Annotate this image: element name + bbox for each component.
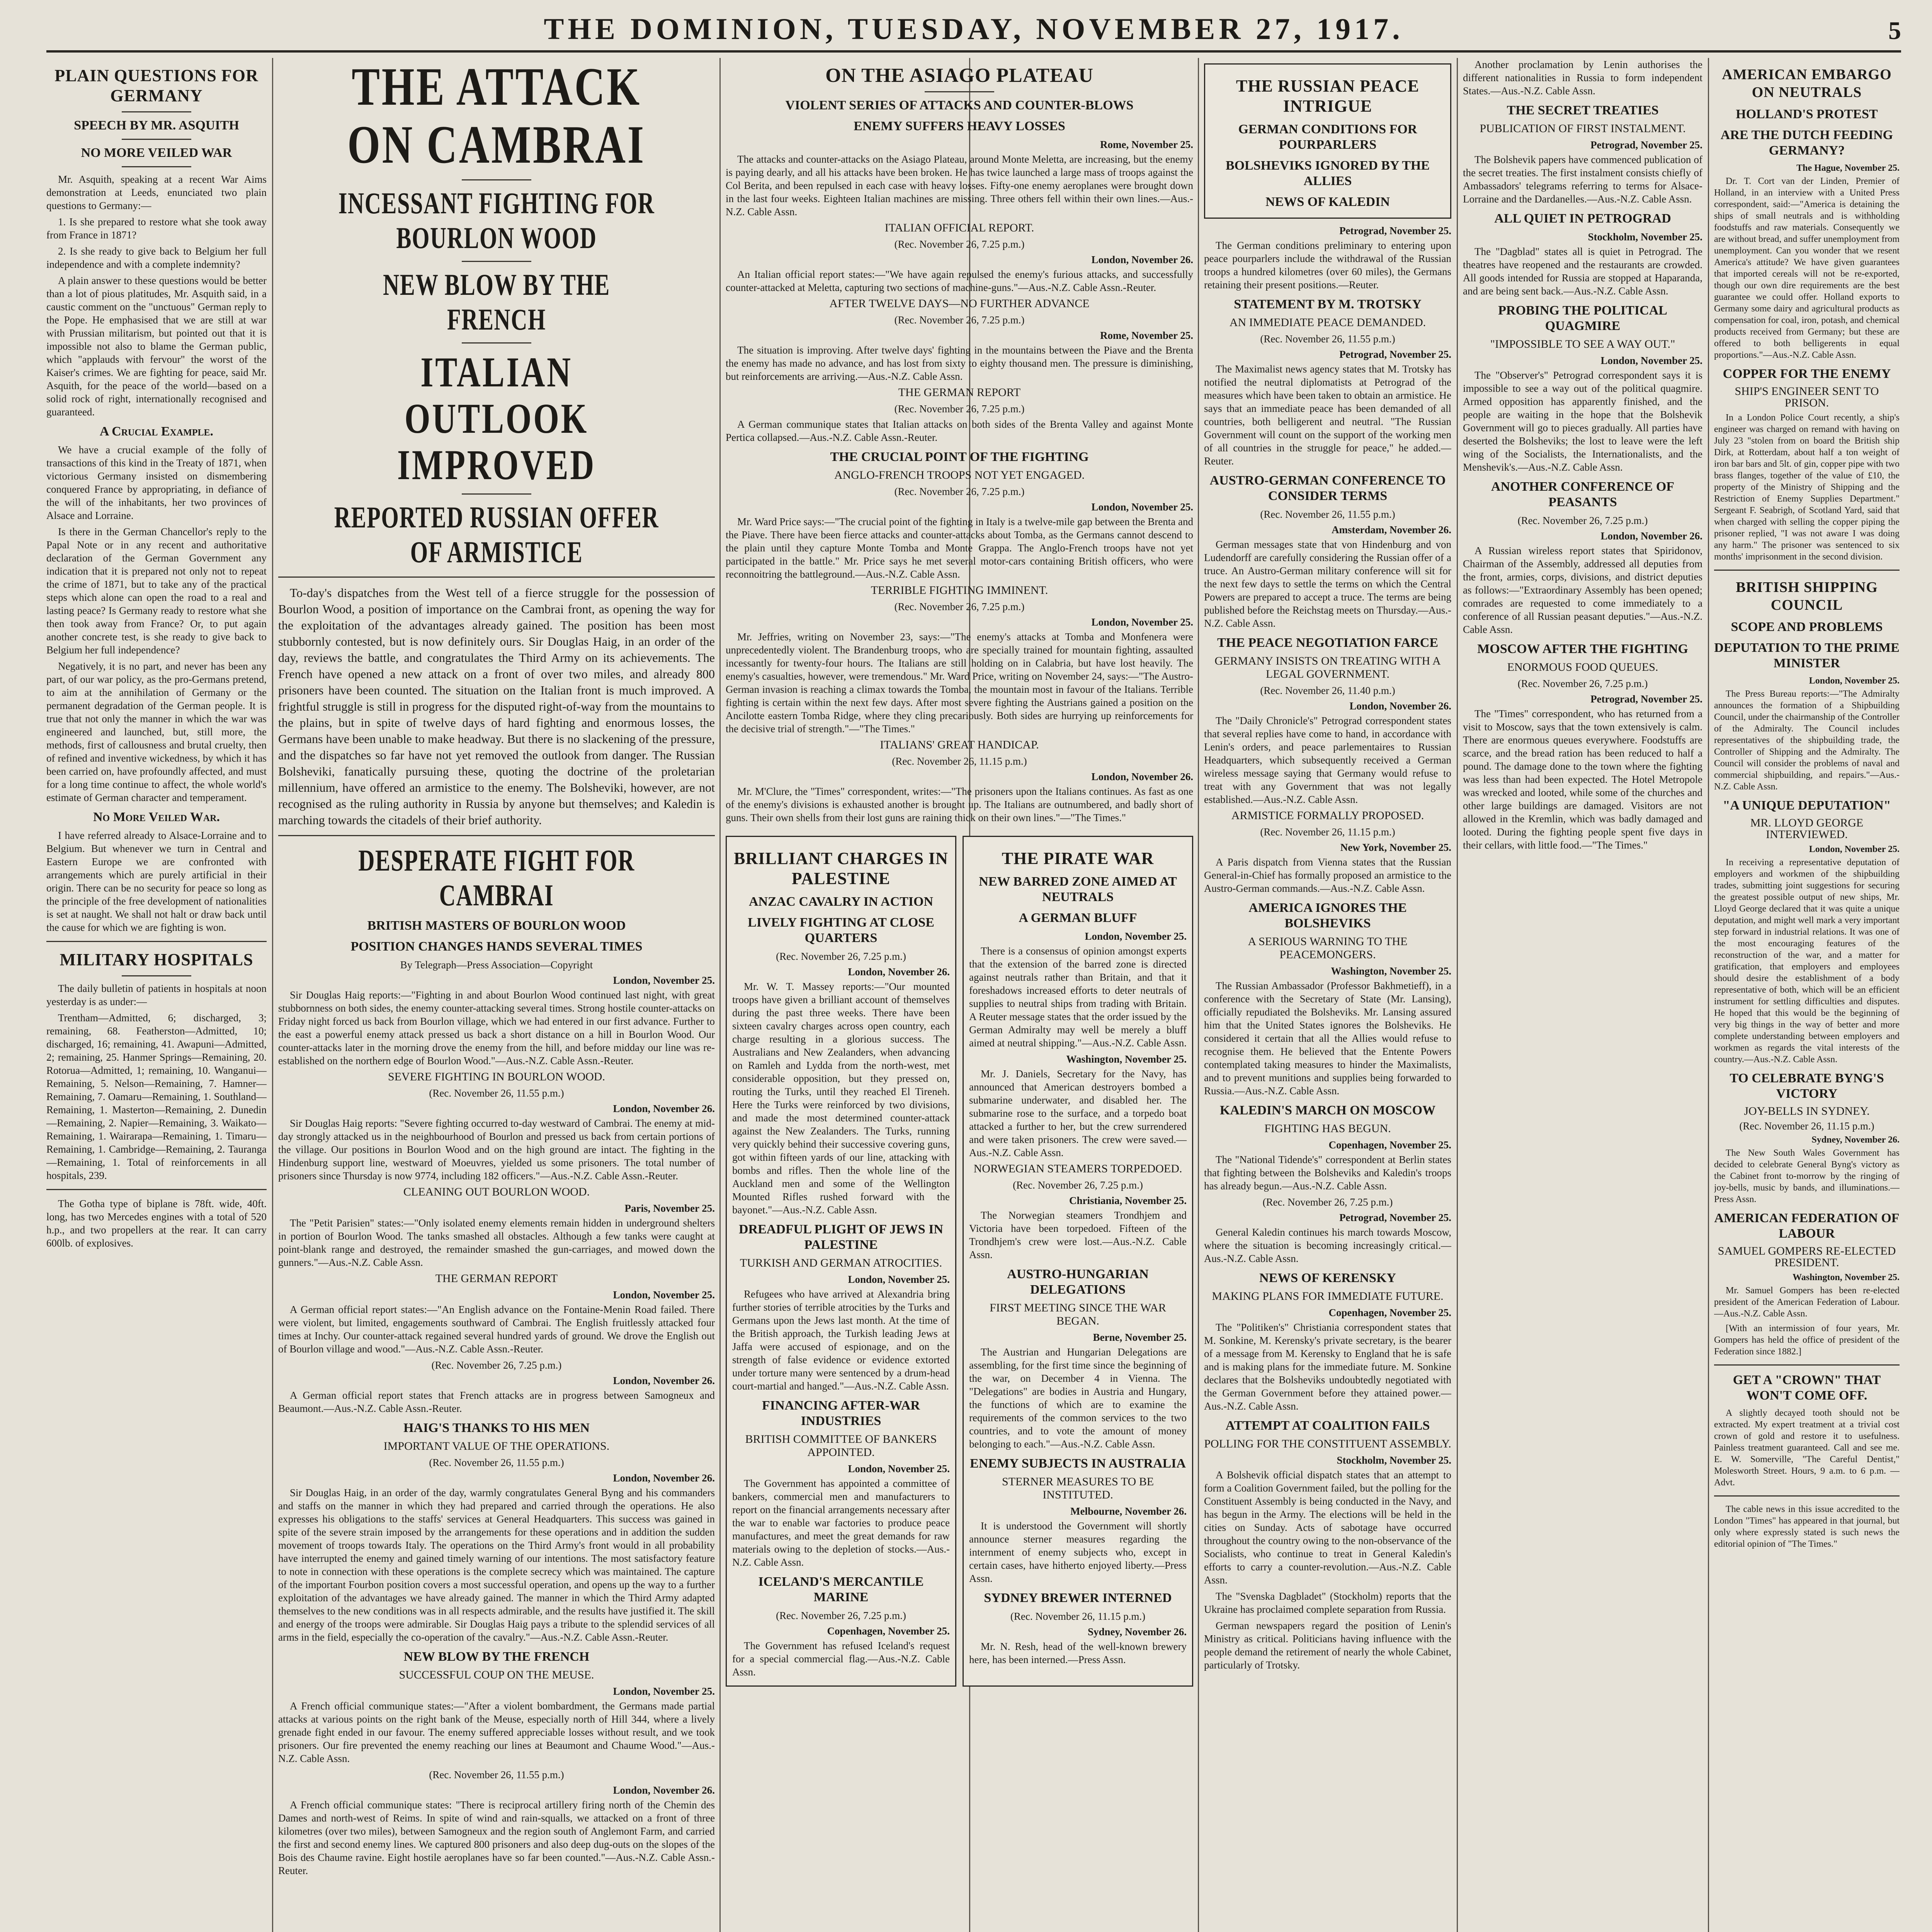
article-headline: MILITARY HOSPITALS (60, 950, 253, 969)
paragraph: Mr. Samuel Gompers has been re-elected president of the American Federation of Labour.—Aus.-N.Z. Cable Assn. (1714, 1286, 1900, 1319)
paragraph: Refugees who have arrived at Alexandria bring further stories of terrible atrocities by the Turks and Germans upon the Jews last month. At the time of the British approach, the Turkish leading Jews at Jaffa were accused of espionage, and on the strength of false evidence or evidence extorted under torture many were sentenced by a drum-head court-martial and hanged."—Aus.-N.Z. Cable Assn. (732, 1288, 950, 1392)
received-time: (Rec. November 26, 11.15 p.m.) (892, 755, 1027, 767)
paragraph: The "National Tidende's" correspondent at Berlin states that fighting between the Bolsheviks and Kaledin's troops has already begun.—Aus.-N.Z. Cable Assn. (1204, 1154, 1451, 1192)
column-1 (46, 58, 267, 1932)
paragraph: The Bolshevik papers have commenced publication of the secret treaties. The first instalment consists chiefly of Ambassadors' telegrams referring to terms for Alsace-Lorraine and the Dardanelles.—Aus.-N.Z. Cable Assn. (1463, 154, 1702, 205)
received-time: (Rec. November 26, 7.25 p.m.) (776, 951, 906, 962)
paragraph: 2. Is she ready to give back to Belgium her full independence and with a complete indemnity? (46, 245, 267, 270)
article-subhead: BRITISH MASTERS OF BOURLON WOOD (367, 918, 626, 933)
paragraph: The Maximalist news agency states that M. Trotsky has notified the neutral diplomatists at Petrograd of the measures which have been taken to obtain an armistice. He says that an immediate peace has been demanded of all countries, both belligerent and neutral. "The Russian Government will count on the support of the working men of all countries in the struggle for peace," he added.—Reuter. (1204, 363, 1451, 467)
dateline: London, November 25. (613, 1685, 715, 1697)
advertisement-body: A slightly decayed tooth should not be extracted. My expert treatment at a trivial cost crown of gold and restore it to usefulness. Painless treatment guaranteed. Call and see me. E. W. Somerville, "The Careful Dentist," Molesworth Street. Hours, 9 a.m. to 6 p.m. —Advt. (1714, 1408, 1900, 1488)
section-head: PROBING THE POLITICAL QUAGMIRE (1498, 303, 1667, 333)
dateline: London, November 26. (848, 966, 950, 978)
dateline: Copenhagen, November 25. (1328, 1139, 1451, 1151)
dateline: London, November 25. (1091, 616, 1193, 628)
masthead (46, 8, 1901, 53)
paragraph: The Government has appointed a committee of bankers, commercial men and manufacturers to report on the financial arrangements necessary after the war to enable war factories to produce peace manufactures, and meet the great demands for raw materials owing to the depletion of stocks.—Aus.-N.Z. Cable Assn. (732, 1478, 950, 1568)
section-head: THE CRUCIAL POINT OF THE FIGHTING (830, 450, 1089, 464)
article-subhead: SPEECH BY MR. ASQUITH (74, 118, 239, 133)
paragraph: Mr. N. Resh, head of the well-known brewery here, has been interned.—Press Assn. (969, 1641, 1187, 1665)
divider (278, 835, 715, 836)
dateline: Petrograd, November 25. (1339, 225, 1451, 236)
paragraph: Is there in the German Chancellor's reply to the Papal Note or in any recent and authoritative declaration of the German Government any indication that it is prepared not only not to repeat the crime of 1871, but to take any of the practical steps which alone can open the road to a real and lasting peace? Is Germany ready to restore what she then took away from France? Or, to put again another concrete test, is she ready to give back to Belgium her full independence? (46, 526, 267, 656)
dateline: Rome, November 25. (1100, 330, 1193, 341)
paragraph: The New South Wales Government has decided to celebrate General Byng's victory as the Cabinet front to-morrow by the ringing of joy-bells, music by bands, and illuminations.—Press Assn. (1714, 1148, 1900, 1204)
section-subhead: BRITISH COMMITTEE OF BANKERS APPOINTED. (745, 1433, 937, 1459)
paragraph: A Russian wireless report states that Spiridonov, Chairman of the Assembly, addressed all deputies from the front, armies, corps, divisions, and district deputies as follows:—"Extraordinary Assembly has been opened; comrades are requested to come immediately to a conference of all Russian peasant deputies."—Aus.-N.Z. Cable Assn. (1463, 545, 1702, 635)
section-head: ICELAND'S MERCANTILE MARINE (758, 1575, 924, 1604)
section-head: NEW BLOW BY THE FRENCH (403, 1650, 590, 1664)
section-head: NORWEGIAN STEAMERS TORPEDOED. (973, 1162, 1182, 1175)
received-time: (Rec. November 26, 11.55 p.m.) (1260, 509, 1395, 520)
paragraph: It is understood the Government will shortly announce sterner measures regarding the internment of enemy subjects who, except in certain cases, have hitherto enjoyed liberty.—Press Assn. (969, 1520, 1187, 1584)
section-head: AMERICAN FEDERATION OF LABOUR (1714, 1211, 1900, 1241)
article-headline: AMERICAN EMBARGO ON NEUTRALS (1722, 66, 1892, 100)
paragraph: The Press Bureau reports:—"The Admiralty announces the formation of a Shipbuilding Council, under the chairmanship of the Controller of the Admiralty. The Council includes representatives of the shipbuilding trade, the Controller of Shipping and the Admiralty. The Council will consider the problems of naval and commercial shipbuilding, and repairs."—Aus.-N.Z. Cable Assn. (1714, 689, 1900, 792)
dateline: London, November 26. (613, 1375, 715, 1386)
section-head: THE PEACE NEGOTIATION FARCE (1217, 636, 1439, 650)
dateline: Paris, November 25. (624, 1202, 715, 1214)
dateline: London, November 25. (1809, 844, 1900, 854)
section-head: THE GERMAN REPORT (435, 1272, 558, 1285)
divider (1714, 570, 1900, 571)
paragraph: A German communique states that Italian attacks on both sides of the Brenta Valley and against Monte Pertica collapsed.—Aus.-N.Z. Cable Assn.-Reuter. (726, 418, 1193, 443)
section-head: ARMISTICE FORMALLY PROPOSED. (1231, 809, 1424, 822)
received-time: (Rec. November 26, 7.25 p.m.) (894, 601, 1025, 612)
divider (46, 1189, 267, 1190)
dateline: London, November 25. (613, 975, 715, 986)
dateline: Petrograd, November 25. (1339, 1212, 1451, 1223)
paragraph: A German official report states that French attacks are in progress between Samogneux and Beaumont.—Aus.-N.Z. Cable Assn.-Reuter. (278, 1389, 715, 1414)
paragraph: The "Politiken's" Christiania correspondent states that M. Sonkine, M. Kerensky's private secretary, is the bearer of a message from M. Kerensky to England that he is safe and is making plans for the immediate future. M. Sonkine declares that the Bolsheviks undoubtedly negotiated with the German Government before they attained power.—Aus.-N.Z. Cable Assn. (1204, 1321, 1451, 1412)
box-headline: THE PIRATE WAR (1002, 849, 1154, 868)
lead-subhead: REPORTED RUSSIAN OFFER OF ARMISTICE (334, 500, 659, 569)
section-head: TO CELEBRATE BYNG'S VICTORY (1730, 1071, 1884, 1101)
section-head: DREADFUL PLIGHT OF JEWS IN PALESTINE (739, 1222, 943, 1252)
paragraph: 1. Is she prepared to restore what she took away from France in 1871? (46, 216, 267, 241)
paragraph: The Russian Ambassador (Professor Bakhmetieff), in a conference with the Secretary of State (Mr. Lansing), officially repudiated the Bolsheviks. Mr. Lansing assured him that the United States ignores the Bolsheviks. He considered it certain that all the Allies would refuse to recognise them. He believed that the Entente Powers contemplated taking measures to hinder the Maximalists, and to prevent munitions and supplies being forwarded to Russia.—Aus.-N.Z. Cable Assn. (1204, 980, 1451, 1097)
dateline: London, November 26. (1349, 700, 1451, 712)
boxed-articles (726, 830, 1193, 1692)
section-head: THE GERMAN REPORT (898, 386, 1021, 399)
article-headline: PLAIN QUESTIONS FOR GERMANY (54, 66, 259, 105)
paragraph: I have referred already to Alsace-Lorraine and to Belgium. But whenever we turn in Central and Eastern Europe we are confronted with arrangements which are purely artificial in their origin. There can be no security for peace so long as the principle of the free development of nationalities is set at naught. We shall not halt or draw back until the cause for which we are fighting is won. (46, 830, 267, 933)
section-head: FINANCING AFTER-WAR INDUSTRIES (762, 1398, 920, 1428)
section-head: NEWS OF KERENSKY (1259, 1271, 1396, 1285)
page-number: 5 (1888, 17, 1901, 45)
received-time: (Rec. November 26, 11.40 p.m.) (1260, 685, 1395, 696)
lead-headline: THE ATTACK ON CAMBRAI (347, 58, 646, 175)
dateline: Petrograd, November 25. (1339, 349, 1451, 360)
box-headline: BRILLIANT CHARGES IN PALESTINE (734, 849, 948, 888)
received-time: (Rec. November 26, 7.25 p.m.) (894, 403, 1025, 415)
section-head: AUSTRO-GERMAN CONFERENCE TO CONSIDER TERMS (1209, 473, 1446, 503)
paragraph: A French official communique states: "There is reciprocal artillery firing north of the Chemin des Dames and north-west of Reims. In spite of wind and rain-squalls, we attacked on a front of three kilometres (over two miles), between Samogneux and the region south of Anglemont Farm, and carried the first and second enemy lines. We captured 800 prisoners and also deep dug-outs on the slopes of the Bois des Chaume ravine. Eight hostile aeroplanes have so far been counted."—Aus.-N.Z. Cable Assn.-Reuter. (278, 1799, 715, 1876)
divider (462, 179, 531, 180)
section-head: THE SECRET TREATIES (1507, 103, 1659, 117)
received-time: (Rec. November 26, 11.55 p.m.) (429, 1769, 564, 1781)
article-subhead: POSITION CHANGES HANDS SEVERAL TIMES (350, 939, 643, 954)
dateline: London, November 25. (848, 1463, 950, 1475)
column-rule (1198, 58, 1199, 1932)
paragraph: Mr. W. T. Massey reports:—"Our mounted troops have given a brilliant account of themselves during the past three weeks. There have been sixteen cavalry charges across open country, each charge resulting in a glorious success. The Australians and New Zealanders, when advancing on Ramleh and Lydda from the north-west, met considerable opposition, but they pressed on, routing the Turks, until they reached El Tireneh. Here the Turks were reinforced by two divisions, and made the most determined counter-attack against the New Zealanders. The Turks, running very quickly behind their successive covering guns, got within fifteen yards of our line, attacking with bombs and rifles. Then the whole line of the Auckland men and some of the Wellington Mounted Rifles rushed forward with the bayonet."—Aus.-N.Z. Cable Assn. (732, 981, 950, 1216)
box-subhead: NEWS OF KALEDIN (1265, 195, 1390, 209)
dateline: Petrograd, November 25. (1590, 693, 1702, 705)
paragraph: Dr. T. Cort van der Linden, Premier of Holland, in an interview with a United Press correspondent, said:—"America is detaining the ships of small neutrals and is withholding foodstuffs and raw materials. Consequently we are without bread, and suffer unemployment from unemployment. Can you wonder that we resent America's attitude? We have given guarantees that imported cereals will not be re-exported, though our own dire requirements are the best guarantee we could offer. Holland exports to Germany some dairy and agricultural products as compensation for coal, iron, potash, and chemical products received from Germany; but these are offered to both belligerents in equal proportions."—Aus.-N.Z. Cable Assn. (1714, 176, 1900, 360)
lead-subhead: INCESSANT FIGHTING FOR BOURLON WOOD (338, 186, 655, 255)
paragraph: Mr. M'Clure, the "Times" correspondent, writes:—"The prisoners upon the Italians continues. As fast as one of the enemy's divisions is exhausted another is brought up. The Italians are outnumbered, and badly short of guns. Their own shells from their lost guns are raining thick on their own lines."—"The Times." (726, 786, 1193, 823)
dateline: Petrograd, November 25. (1590, 139, 1702, 151)
box-pirate-war (963, 836, 1193, 1687)
dateline: Melbourne, November 26. (1070, 1505, 1187, 1517)
box-subhead: LIVELY FIGHTING AT CLOSE QUARTERS (748, 915, 934, 945)
section-head: ITALIANS' GREAT HANDICAP. (880, 738, 1039, 751)
paragraph: The attacks and counter-attacks on the Asiago Plateau, around Monte Meletta, are increasing, but the enemy is paying dearly, and all his attacks have been broken. He has twice launched a large mass of troops against the Col Berita, and been repulsed in each case with heavy losses. Fifty-one enemy aeroplanes were brought down in the last four weeks. Eighteen Italian machines are missing. Three others fell within their own lines.—Aus.-N.Z. Cable Assn. (726, 153, 1193, 218)
paragraph: The Gotha type of biplane is 78ft. wide, 40ft. long, has two Mercedes engines with a total of 520 h.p., and two propellers at the rear. It can carry 600lb. of explosives. (46, 1198, 267, 1249)
paragraph: German messages state that von Hindenburg and von Ludendorff are carefully considering the Russian offer of a truce. An Austro-German military conference will sit for the next few days to settle the terms on which the Central Powers are prepared to accept a truce. The terms are being published before the Reichstag meets on Thursday.—Aus.-N.Z. Cable Assn. (1204, 539, 1451, 629)
section-head: COPPER FOR THE ENEMY (1723, 367, 1891, 381)
received-time: (Rec. November 26, 11.55 p.m.) (429, 1087, 564, 1099)
divider (925, 91, 994, 92)
column-3 (726, 58, 1193, 1932)
received-time: (Rec. November 26, 7.25 p.m.) (1517, 515, 1648, 526)
divider (462, 493, 531, 495)
box-palestine (726, 836, 956, 1687)
section-head: ENEMY SUBJECTS IN AUSTRALIA (970, 1456, 1186, 1471)
dateline: Washington, November 25. (1331, 965, 1451, 977)
section-head: STATEMENT BY M. TROTSKY (1234, 297, 1422, 311)
dateline: London, November 25. (1600, 355, 1702, 366)
lead-subhead: NEW BLOW BY THE FRENCH (383, 268, 610, 336)
received-time: (Rec. November 26, 7.25 p.m.) (894, 238, 1025, 250)
box-subhead: ANZAC CAVALRY IN ACTION (748, 895, 934, 909)
dateline: London, November 25. (613, 1289, 715, 1301)
received-time: (Rec. November 26, 11.15 p.m.) (1010, 1611, 1146, 1622)
section-subhead: ENORMOUS FOOD QUEUES. (1507, 661, 1658, 673)
divider (1714, 1364, 1900, 1366)
section-subhead: SAMUEL GOMPERS RE-ELECTED PRESIDENT. (1718, 1245, 1896, 1269)
section-subhead: AN IMMEDIATE PEACE DEMANDED. (1229, 316, 1426, 329)
section-subhead: STERNER MEASURES TO BE INSTITUTED. (1002, 1475, 1154, 1501)
section-head: TERRIBLE FIGHTING IMMINENT. (871, 584, 1048, 597)
article-subhead: ENEMY SUFFERS HEAVY LOSSES (854, 119, 1065, 133)
dateline: Copenhagen, November 25. (1328, 1307, 1451, 1318)
received-time: (Rec. November 26, 11.55 p.m.) (429, 1457, 564, 1468)
dateline: Sydney, November 26. (1087, 1626, 1187, 1638)
divider (462, 261, 531, 262)
dateline: London, November 26. (1091, 771, 1193, 782)
received-time: (Rec. November 26, 11.15 p.m.) (1260, 826, 1395, 838)
column-rule (272, 58, 273, 1932)
paragraph: Sir Douglas Haig reports: "Severe fighting occurred to-day westward of Cambrai. The enemy at mid-day strongly attacked us in the neighbourhood of Bourlon and pressed us back from certain portions of the village. Our positions in Bourlon Wood and on the high ground are intact. The fighting in the Hindenburg support line, westward of Moeuvres, yielded us some prisoners. The total number of prisoners since Thursday is now 9774, including 182 officers."—Aus.-N.Z. Cable Assn.-Reuter. (278, 1117, 715, 1182)
paragraph: In a London Police Court recently, a ship's engineer was charged on remand with having on July 23 "stolen from on board the British ship Dirk, at Rotterdam, about half a ton weight of iron bar bars and 5lt. of gin, copper pipe with two brass flanges, together of the value of £10, the property of the Ministry of Shipping and the Restriction of Enemy Supplies Department." Sergeant F. Seabrigh, of Scotland Yard, said that when charged with selling the copper piping the prisoner replied, "I was not aware I was doing any harm." The prisoner was sentenced to six months' imprisonment in the second division. (1714, 413, 1900, 562)
section-subhead: ANGLO-FRENCH TROOPS NOT YET ENGAGED. (834, 469, 1085, 481)
dateline: Berne, November 25. (1093, 1332, 1187, 1343)
column-rule (1457, 58, 1458, 1932)
dateline: Sydney, November 26. (1811, 1135, 1900, 1145)
paragraph: A plain answer to these questions would be better than a lot of pious platitudes, Mr. Asquith said, in a caustic comment on the "unctuous" German reply to the Pope. He emphasised that we are still at war with Prussian militarism, but pointed out that it is impossible not also to blame the German public, which "applauds with fervour" the worst of the Kaiser's crimes. We are fighting for peace, said Mr. Asquith, for the peace of the world—based on a solid rock of right, internationally recognised and guaranteed. (46, 275, 267, 418)
received-time: (Rec. November 26, 7.25 p.m.) (1517, 678, 1648, 689)
dateline: London, November 25. (1085, 930, 1187, 942)
received-time: (Rec. November 26, 7.25 p.m.) (894, 314, 1025, 326)
section-head: ALL QUIET IN PETROGRAD (1494, 211, 1671, 226)
dateline: Rome, November 25. (1100, 139, 1193, 150)
paragraph: The daily bulletin of patients in hospitals at noon yesterday is as under:— (46, 983, 267, 1007)
paragraph: The Austrian and Hungarian Delegations are assembling, for the first time since the beginning of the war, on December 4 in Vienna. The "Delegations" are bodies in Austria and Hungary, the functions of which are to examine the requirements of the common services to the two countries, and to vote the amount of money belonging to each."—Aus.-N.Z. Cable Assn. (969, 1346, 1187, 1450)
section-head: ANOTHER CONFERENCE OF PEASANTS (1491, 480, 1675, 509)
column-2 (278, 58, 715, 1932)
box-headline: THE RUSSIAN PEACE INTRIGUE (1236, 77, 1420, 116)
column-rule (1708, 58, 1709, 1932)
paragraph: In receiving a representative deputation of employers and workmen of the shipbuilding trades, submitting joint suggestions for securing the greatest possible output of new ships, Mr. Lloyd George declared that it was quite a unique deputation, and might well mark a very important step forward in industrial relations. It was one of the most encouraging features of the reconstruction of the war, and a matter for gratification, that employers and employees should desire the establishment of a body representative of both, which will be an efficient instrument for settling difficulties and disputes. He hoped that this would be the beginning of very big things in the way of better and more complete understanding between employers and workmen as regards the vital interests of the country.—Aus.-N.Z. Cable Assn. (1714, 857, 1900, 1065)
box-subhead: A GERMAN BLUFF (1019, 911, 1137, 925)
box-subhead: BOLSHEVIKS IGNORED BY THE ALLIES (1225, 158, 1430, 188)
editorial-note: The cable news in this issue accredited to the London "Times" has appeared in that journal, but only where expressly stated is such news the editorial opinion of "The Times." (1714, 1504, 1900, 1549)
paragraph: The "Petit Parisien" states:—"Only isolated enemy elements remain hidden in underground shelters in portion of Bourlon Wood. The tanks smashed all obstacles. Although a few tanks were caught at point-blank range and destroyed, the remainder smashed the gun-carriages, and mowed down the gunners."—Aus.-N.Z. Cable Assn. (278, 1217, 715, 1268)
paragraph: Mr. Jeffries, writing on November 23, says:—"The enemy's attacks at Tomba and Monfenera were unprecedentedly violent. The Brandenburg troops, who are specially trained for mountain fighting, assaulted incessantly for twenty-four hours. The Italians are still holding on in Calabria, but have lost heavily. The enemy's casualties, however, were tremendous." Mr. Ward Price, writing on November 24, says:—"The Austro-German invasion is reaching a climax towards the Tomba, the mountain most in favour of the Italians. Terrible fighting is certain within the next few days. After most severe fighting the Austrians gained a position on the Ancilotte eastern Tomba Ridge, where they cling precariously. Both sides are hurrying up reinforcements for the decisive trial of strength."—"The Times." (726, 631, 1193, 735)
received-time: (Rec. November 26, 7.25 p.m.) (776, 1610, 906, 1621)
section-head: CLEANING OUT BOURLON WOOD. (403, 1185, 590, 1198)
crosshead: No More Veiled War. (93, 810, 220, 824)
section-subhead: SUCCESSFUL COUP ON THE MEUSE. (399, 1668, 594, 1681)
section-subhead: GERMANY INSISTS ON TREATING WITH A LEGAL GOVERNMENT. (1214, 655, 1441, 680)
section-subhead: IMPORTANT VALUE OF THE OPERATIONS. (383, 1440, 610, 1452)
received-time: (Rec. November 26, 7.25 p.m.) (894, 486, 1025, 497)
article-headline: ON THE ASIAGO PLATEAU (825, 65, 1094, 87)
paragraph: Sir Douglas Haig, in an order of the day, warmly congratulates General Byng and his commanders and staffs on the manner in which they had prepared and carried through the operations. He also expresses his obligations to the staffs' services at General Headquarters. This success was gained in spite of the severe strain imposed by the arrangements for these operations and in addition the sudden movement of troops towards Italy. The operations on the Third Army's front would in all probability have interrupted the enemy and gained timely warning of our intentions. The most satisfactory feature to note in connection with these operations is the complete secrecy which was maintained. The capture of the important Fourbon position covers a most successful operation, and opens up the way to a further exploitation of the advantages we have already gained. The manner in which the Third Army adapted themselves to the new conditions was in all respects admirable, and the results have justified it. The skill and energy of the troops were admirable. Sir Douglas Haig pays a tribute to the splendid services of all arms in the field, especially the co-operation of the cavalry."—Aus.-N.Z. Cable Assn.-Reuter. (278, 1487, 715, 1643)
divider (46, 941, 267, 942)
dateline: London, November 25. (848, 1274, 950, 1285)
paragraph: The "Times" correspondent, who has returned from a visit to Moscow, says that the town extensively is calm. There are enormous queues everywhere. Foodstuffs are scarce, and the bread ration has been reduced to half a pound. The damage done to the town where the fighting was less than had been expected. The Hotel Metropole was wrecked and looted, while some of the churches and other large buildings are damaged. Visitors are not allowed in the Kremlin, which was badly damaged and looted. During the fighting people spent five days in their cellars, with little food.—"The Times." (1463, 708, 1702, 851)
section-subhead: TURKISH AND GERMAN ATROCITIES. (740, 1257, 942, 1269)
column-4 (1204, 58, 1451, 1932)
divider (122, 166, 191, 167)
dateline: London, November 25. (1091, 501, 1193, 513)
dateline: London, November 26. (613, 1103, 715, 1114)
column-rule (719, 58, 721, 1932)
paragraph: The "Daily Chronicle's" Petrograd correspondent states that several replies have come to hand, in accordance with Lenin's orders, and peace parlementaires to Russian Headquarters, which subsequently received a German wireless message saying that Germany would refuse to treat with any Government that was not legally established.—Aus.-N.Z. Cable Assn. (1204, 715, 1451, 805)
paragraph: Trentham—Admitted, 6; discharged, 3; remaining, 68. Featherston—Admitted, 10; discharged, 16; remaining, 41. Awapuni—Admitted, 2; remaining, 25. Hanmer Springs—Remaining, 20. Rotorua—Admitted, 1; remaining, 10. Wanganui—Remaining, 5. Nelson—Remaining, 7. Hamner—Remaining, 7. Oamaru—Remaining, 1. Southland—Remaining, 1. Masterton—Remaining, 2. Dunedin—Remaining, 2. Napier—Remaining, 3. Waikato—Remaining, 1. Wairarapa—Remaining, 1. Timaru—Remaining, 1. Cambridge—Remaining, 2. Tauranga—Remaining, 1. Total of reinforcements in all hospitals, 239. (46, 1012, 267, 1181)
dateline: Amsterdam, November 26. (1332, 524, 1451, 536)
section-subhead: FIRST MEETING SINCE THE WAR BEGAN. (990, 1301, 1166, 1327)
advertisement-head: GET A "CROWN" THAT WON'T COME OFF. (1733, 1373, 1881, 1403)
paragraph: A Bolshevik official dispatch states that an attempt to form a Coalition Government failed, but the polling for the Constituent Assembly is being conducted in the Navy, and has begun in the Army. The elections will be held in the cities on Sunday. Acts of sabotage have occurred throughout the country owing to the non-observance of the Socialists, who continue to treat in General Kaledin's efforts to carry a counter-revolution.—Aus.-N.Z. Cable Assn. (1204, 1469, 1451, 1586)
paragraph: Mr. Ward Price says:—"The crucial point of the fighting in Italy is a twelve-mile gap between the Brenta and the Piave. There have been fierce attacks and counter-attacks about Tomba, as the Germans cannot descend to the plain until they capture Monte Tomba and Monte Grappa. The Anglo-French troops have not yet participated in the battle." Mr. Price says he met several motor-cars containing British officers, who were reconnoitring the battleground.—Aus.-N.Z. Cable Assn. (726, 516, 1193, 580)
section-subhead: MAKING PLANS FOR IMMEDIATE FUTURE. (1212, 1290, 1444, 1303)
paragraph: The Norwegian steamers Trondhjem and Victoria have been torpedoed. Fifteen of the Trondhjem's crew were lost.—Aus.-N.Z. Cable Assn. (969, 1209, 1187, 1260)
paragraph: The German conditions preliminary to entering upon peace pourparlers include the withdrawal of the Russian troops a hundred kilometres (over 60 miles), the Germans retaining their present positions.—Reuter. (1204, 240, 1451, 291)
paragraph: Sir Douglas Haig reports:—"Fighting in and about Bourlon Wood continued last night, with great stubbornness on both sides, the enemy counter-attacking several times. Strong hostile counter-attacks on Friday night forced us back from Bourlon village, which we had entered in our first advance. Further to the east a powerful enemy attack pressed us back a short distance on a hill in Bourlon Wood. Our counter-attacks later in the morning drove the enemy from the hill, and before midday our line was re-established on the northern edge of Bourlon Wood."—Aus.-N.Z. Cable Assn.-Reuter. (278, 989, 715, 1066)
section-head: HAIG'S THANKS TO HIS MEN (403, 1421, 590, 1435)
masthead-title: THE DOMINION, TUESDAY, NOVEMBER 27, 1917. (544, 12, 1404, 46)
dateline: London, November 26. (1600, 530, 1702, 542)
paragraph: A Paris dispatch from Vienna states that the Russian General-in-Chief has formally proposed an armistice to the Austro-German commands.—Aus.-N.Z. Cable Assn. (1204, 856, 1451, 894)
received-time: (Rec. November 26, 7.25 p.m.) (431, 1359, 562, 1371)
received-time: (Rec. November 26, 11.55 p.m.) (1260, 333, 1395, 345)
dateline: New York, November 25. (1340, 842, 1451, 853)
section-head: "A UNIQUE DEPUTATION" (1723, 798, 1891, 813)
received-time: (Rec. November 26, 7.25 p.m.) (1013, 1179, 1143, 1191)
article-headline: BRITISH SHIPPING COUNCIL (1736, 579, 1878, 613)
section-subhead: A SERIOUS WARNING TO THE PEACEMONGERS. (1248, 935, 1408, 961)
paragraph: [With an intermission of four years, Mr. Gompers has held the office of president of the Federation since 1882.] (1714, 1323, 1900, 1357)
dateline: Christiania, November 25. (1069, 1195, 1187, 1206)
paragraph: The "Svenska Dagbladet" (Stockholm) reports that the Ukraine has proclaimed complete separation from Russia. (1204, 1590, 1451, 1615)
divider (462, 342, 531, 344)
paragraph: The "Observer's" Petrograd correspondent says it is impossible to see a way out of the political quagmire. Armed opposition has apparently finished, and the people are waiting in the hope that the Bolshevik Government will go to pieces gradually. All parties have deserted the Bolsheviks; the lost to leave were the left wing of the Socialists, the Internationalists, and the Menshevik's.—Aus.-N.Z. Cable Assn. (1463, 369, 1702, 473)
paragraph: A French official communique states:—"After a violent bombardment, the Germans made partial attacks at various points on the right bank of the Meuse, especially north of Hill 344, where a lively grenade fight ended in our favour. The enemy suffered appreciable losses without result, and we took prisoners. Our fire prevented the enemy reaching our lines at Beaumont and Chaume Wood."—Aus.-N.Z. Cable Assn. (278, 1700, 715, 1764)
article-subhead: DEPUTATION TO THE PRIME MINISTER (1714, 641, 1900, 670)
section-head: SYDNEY BREWER INTERNED (984, 1591, 1172, 1605)
divider (122, 111, 191, 112)
dateline: Stockholm, November 25. (1337, 1454, 1451, 1466)
paragraph: Another proclamation by Lenin authorises the different nationalities in Russia to form independent States.—Aus.-N.Z. Cable Assn. (1463, 59, 1702, 97)
paragraph: Mr. J. Daniels, Secretary for the Navy, has announced that American destroyers bombed a submarine underwater, and disabled her. The submarine rose to the surface, and a torpedo boat attacked a further to her, but the crew surrendered and were taken prisoners. The crew were saved.—Aus.-N.Z. Cable Assn. (969, 1068, 1187, 1158)
crosshead: A Crucial Example. (99, 424, 214, 439)
paragraph: Negatively, it is no part, and never has been any part, of our war policy, as the pro-Germans pretend, to aim at the annihilation of Germany or the permanent degradation of the German people. It is true that not only the manner in which the war was engineered and launched, but, still more, the methods, first of callousness and brutal cruelty, then of refined and inventive wickedness, by which it has been carried on, have profoundly affected, and must for a long time continue to affect, the whole world's estimate of German character and temperament. (46, 660, 267, 803)
article-subhead: HOLLAND'S PROTEST (1736, 107, 1878, 121)
dateline: Stockholm, November 25. (1588, 231, 1702, 243)
section-subhead: FIGHTING HAS BEGUN. (1264, 1122, 1391, 1135)
column-6 (1714, 58, 1900, 1932)
section-head: MOSCOW AFTER THE FIGHTING (1477, 642, 1688, 656)
dateline: Washington, November 25. (1066, 1053, 1187, 1065)
section-subhead: "IMPOSSIBLE TO SEE A WAY OUT." (1490, 338, 1675, 350)
paragraph: An Italian official report states:—"We have again repulsed the enemy's furious attacks, and successfully counter-attacked at Meletta, capturing two sections of machine-guns."—Aus.-N.Z. Cable Assn.-Reuter. (726, 269, 1193, 293)
section-subhead: PUBLICATION OF FIRST INSTALMENT. (1480, 122, 1686, 135)
section-head: KALEDIN'S MARCH ON MOSCOW (1219, 1103, 1436, 1117)
paragraph: General Kaledin continues his march towards Moscow, where the situation is becoming increasingly critical.—Aus.-N.Z. Cable Assn. (1204, 1226, 1451, 1264)
section-head: SEVERE FIGHTING IN BOURLON WOOD. (388, 1070, 605, 1083)
section-head: ATTEMPT AT COALITION FAILS (1225, 1418, 1430, 1433)
section-head: AMERICA IGNORES THE BOLSHEVIKS (1248, 901, 1407, 930)
article-headline: DESPERATE FIGHT FOR CAMBRAI (358, 844, 635, 912)
dateline: Washington, November 25. (1793, 1272, 1900, 1282)
divider (122, 975, 191, 976)
article-subhead: VIOLENT SERIES OF ATTACKS AND COUNTER-BLOWS (785, 98, 1134, 112)
paragraph: The "Dagblad" states all is quiet in Petrograd. The theatres have reopened and the restaurants are crowded. All goods intended for Russia are stopped at Haparanda, and are being sent back.—Aus.-N.Z. Cable Assn. (1463, 246, 1702, 297)
column-5 (1463, 58, 1702, 1932)
paragraph: There is a consensus of opinion amongst experts that the extension of the barred zone is directed against neutrals rather than Britain, and that it foreshadows increased efforts to deter neutrals of supplies to neutral ships from trading with Britain. A Reuter message states that the order issued by the German Admiralty may well be merely a bluff aimed at neutral shipping."—Aus.-N.Z. Cable Assn. (969, 945, 1187, 1049)
lead-summary: To-day's dispatches from the West tell of a fierce struggle for the possession of Bourlon Wood, a position of importance on the Cambrai front, as opening the way for the exploitation of the advantages already gained. The position has been most stubbornly contested, but is now definitely ours. Sir Douglas Haig, in an order of the day, reviews the battle, and congratulates the Third Army on its achievements. The French have opened a new attack on a front of over two miles, and already 800 prisoners have been counted. The situation on the Italian front is much improved. A frightful struggle is still in progress for the disputed right-of-way from the mountains to the plains, but in spite of twelve days of hard fighting and enormous losses, the Germans have been unable to make headway. But there is no slackening of the pressure, and the dispatches so far have not yet removed the outlook from danger. The Russian Bolsheviki, fanatically pursuing these, quoting the doctrine of the proletarian millennium, have offered an armistice to the enemy. The Bolsheviki, however, are not recognised as the ruling authority in Russia by anyone but themselves; and Kaledin is marching towards the citadels of their brief authority. (278, 586, 715, 827)
paragraph: The Government has refused Iceland's request for a special commercial flag.—Aus.-N.Z. Cable Assn. (732, 1640, 950, 1678)
dateline: The Hague, November 25. (1796, 163, 1900, 173)
dateline: London, November 25. (1809, 676, 1900, 686)
article-subhead: SCOPE AND PROBLEMS (1731, 620, 1883, 634)
section-subhead: POLLING FOR THE CONSTITUENT ASSEMBLY. (1204, 1437, 1451, 1450)
dateline: London, November 26. (1091, 254, 1193, 265)
section-head: AUSTRO-HUNGARIAN DELEGATIONS (1007, 1267, 1149, 1297)
lead-headline: ITALIAN OUTLOOK IMPROVED (397, 349, 596, 488)
section-subhead: JOY-BELLS IN SYDNEY. (1744, 1105, 1870, 1117)
section-subhead: MR. LLOYD GEORGE INTERVIEWED. (1750, 816, 1864, 841)
box-russian-intrigue (1204, 63, 1451, 219)
divider (278, 577, 715, 578)
divider (122, 139, 191, 140)
paragraph: German newspapers regard the position of Lenin's Ministry as critical. Politicians having influence with the people demand the retirement of nearly the whole Cabinet, particularly of Trotsky. (1204, 1620, 1451, 1671)
dateline: London, November 26. (613, 1784, 715, 1796)
box-subhead: GERMAN CONDITIONS FOR POURPARLERS (1238, 122, 1417, 152)
dateline: London, November 26. (613, 1472, 715, 1484)
section-head: AFTER TWELVE DAYS—NO FURTHER ADVANCE (829, 297, 1090, 310)
article-subhead: ARE THE DUTCH FEEDING GERMANY? (1720, 128, 1893, 158)
section-subhead: SHIP'S ENGINEER SENT TO PRISON. (1735, 385, 1879, 409)
paragraph: The situation is improving. After twelve days' fighting in the mountains between the Piave and the Brenta the enemy has made no advance, and has lost from sixty to eighty thousand men. The pressure is diminishing, but reinforcements are arriving.—Aus.-N.Z. Cable Assn. (726, 344, 1193, 382)
dateline: Copenhagen, November 25. (827, 1625, 950, 1637)
divider (1714, 1495, 1900, 1497)
section-head: ITALIAN OFFICIAL REPORT. (884, 221, 1034, 234)
paragraph: Mr. Asquith, speaking at a recent War Aims demonstration at Leeds, enunciated two plain questions to Germany:— (46, 173, 267, 211)
byline: By Telegraph—Press Association—Copyright (400, 959, 593, 971)
received-time: (Rec. November 26, 7.25 p.m.) (1262, 1196, 1393, 1208)
box-subhead: NEW BARRED ZONE AIMED AT NEUTRALS (979, 874, 1177, 904)
paragraph: A German official report states:—"An English advance on the Fontaine-Menin Road failed. There were violent, but limited, engagements southward of Cambrai. The English fruitlessly attacked four times at Inchy. Our counter-attack regained several hundred yards of ground. We drove the English out of Bourlon village and wood."—Aus.-N.Z. Cable Assn.-Reuter. (278, 1304, 715, 1355)
paragraph: We have a crucial example of the folly of transactions of this kind in the Treaty of 1871, when victorious Germany insisted on dismembering conquered France by appropriating, in defiance of the will of the inhabitants, her two provinces of Alsace and Lorraine. (46, 444, 267, 521)
article-subhead: NO MORE VEILED WAR (81, 146, 232, 160)
received-time: (Rec. November 26, 11.15 p.m.) (1739, 1120, 1874, 1132)
